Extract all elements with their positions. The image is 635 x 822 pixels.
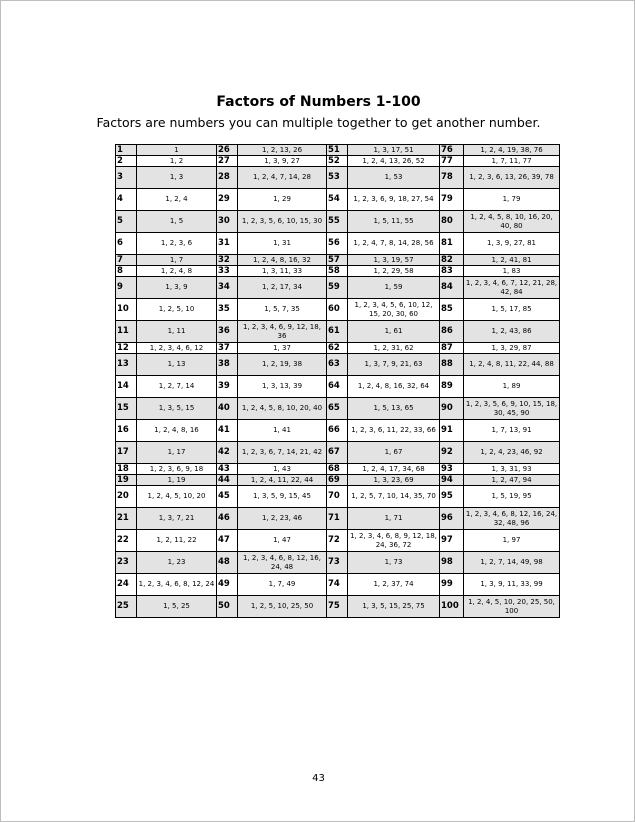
number-cell: 6 [116,233,137,255]
number-cell: 27 [217,156,238,167]
factors-cell: 1, 31 [238,233,327,255]
table-row [116,530,560,552]
table-row [116,167,560,189]
factors-cell: 1, 2, 3, 4, 6, 8, 9, 12, 18, 24, 36, 72 [348,530,440,552]
factors-cell: 1, 2, 3, 6, 13, 26, 39, 78 [464,167,560,189]
number-cell: 29 [217,189,238,211]
number-cell: 32 [217,255,238,266]
factors-cell: 1, 43 [238,464,327,475]
factors-cell: 1, 2, 3, 6 [137,233,217,255]
number-cell: 96 [440,508,464,530]
factors-cell: 1, 2, 4, 8, 11, 22, 44, 88 [464,354,560,376]
number-cell: 45 [217,486,238,508]
number-cell: 95 [440,486,464,508]
factors-cell: 1, 2, 5, 10 [137,299,217,321]
factors-cell: 1, 5, 11, 55 [348,211,440,233]
number-cell: 9 [116,277,137,299]
factors-cell: 1, 2, 3, 4, 6, 8, 12, 24 [137,574,217,596]
number-cell: 65 [327,398,348,420]
factors-cell: 1, 2, 3, 6, 7, 14, 21, 42 [238,442,327,464]
factors-cell: 1, 5, 17, 85 [464,299,560,321]
number-cell: 98 [440,552,464,574]
number-cell: 59 [327,277,348,299]
number-cell: 41 [217,420,238,442]
factors-cell: 1, 53 [348,167,440,189]
number-cell: 85 [440,299,464,321]
factors-cell: 1, 2, 3, 6, 9, 18 [137,464,217,475]
factors-cell: 1, 2, 3, 4, 6, 8, 12, 16, 24, 48 [238,552,327,574]
factors-cell: 1, 2, 4, 8, 16, 32 [238,255,327,266]
table-row [116,376,560,398]
factors-cell: 1, 7, 11, 77 [464,156,560,167]
factors-cell: 1, 7, 49 [238,574,327,596]
number-cell: 33 [217,266,238,277]
factors-cell: 1, 2, 3, 4, 6, 8, 12, 16, 24, 32, 48, 96 [464,508,560,530]
table-row [116,255,560,266]
factors-cell: 1, 23 [137,552,217,574]
number-cell: 62 [327,343,348,354]
factors-cell: 1, 2, 4, 17, 34, 68 [348,464,440,475]
factors-cell: 1, 2, 4, 8 [137,266,217,277]
table-row [116,596,560,618]
factors-cell: 1, 11 [137,321,217,343]
factors-cell: 1, 2, 13, 26 [238,145,327,156]
number-cell: 12 [116,343,137,354]
factors-cell: 1, 2, 17, 34 [238,277,327,299]
factors-cell: 1, 47 [238,530,327,552]
number-cell: 46 [217,508,238,530]
number-cell: 51 [327,145,348,156]
factors-cell: 1, 97 [464,530,560,552]
factors-cell: 1, 2, 5, 7, 10, 14, 35, 70 [348,486,440,508]
factors-cell: 1, 3, 7, 21 [137,508,217,530]
table-row [116,442,560,464]
factors-cell: 1, 2, 4, 5, 8, 10, 16, 20, 40, 80 [464,211,560,233]
table-row [116,508,560,530]
factors-cell: 1, 7 [137,255,217,266]
number-cell: 90 [440,398,464,420]
factors-cell: 1, 3 [137,167,217,189]
number-cell: 35 [217,299,238,321]
factors-cell: 1, 3, 31, 93 [464,464,560,475]
table-row [116,277,560,299]
number-cell: 43 [217,464,238,475]
factors-cell: 1, 3, 9, 27, 81 [464,233,560,255]
page-number: 43 [312,773,325,784]
table-row [116,552,560,574]
number-cell: 100 [440,596,464,618]
number-cell: 93 [440,464,464,475]
factors-cell: 1 [137,145,217,156]
number-cell: 38 [217,354,238,376]
factors-cell: 1, 37 [238,343,327,354]
number-cell: 17 [116,442,137,464]
number-cell: 47 [217,530,238,552]
table-row [116,145,560,156]
number-cell: 88 [440,354,464,376]
table-row [116,420,560,442]
number-cell: 56 [327,233,348,255]
number-cell: 1 [116,145,137,156]
table-row [116,189,560,211]
number-cell: 57 [327,255,348,266]
number-cell: 48 [217,552,238,574]
factors-cell: 1, 3, 11, 33 [238,266,327,277]
factors-cell: 1, 13 [137,354,217,376]
factors-cell: 1, 83 [464,266,560,277]
factors-cell: 1, 5, 25 [137,596,217,618]
factors-cell: 1, 3, 29, 87 [464,343,560,354]
number-cell: 77 [440,156,464,167]
factors-cell: 1, 5, 13, 65 [348,398,440,420]
table-row [116,233,560,255]
factors-cell: 1, 3, 5, 15, 25, 75 [348,596,440,618]
factors-cell: 1, 5 [137,211,217,233]
table-row [116,299,560,321]
factors-cell: 1, 3, 13, 39 [238,376,327,398]
number-cell: 61 [327,321,348,343]
number-cell: 5 [116,211,137,233]
factors-cell: 1, 2, 7, 14, 49, 98 [464,552,560,574]
number-cell: 75 [327,596,348,618]
number-cell: 68 [327,464,348,475]
number-cell: 11 [116,321,137,343]
factors-cell: 1, 2, 4, 8, 16, 32, 64 [348,376,440,398]
factors-cell: 1, 2, 41, 81 [464,255,560,266]
number-cell: 20 [116,486,137,508]
number-cell: 81 [440,233,464,255]
factors-cell: 1, 2, 29, 58 [348,266,440,277]
table-row [116,475,560,486]
factors-cell: 1, 2, 31, 62 [348,343,440,354]
factors-cell: 1, 2, 11, 22 [137,530,217,552]
number-cell: 70 [327,486,348,508]
number-cell: 25 [116,596,137,618]
table-row [116,266,560,277]
number-cell: 69 [327,475,348,486]
factors-cell: 1, 2, 4 [137,189,217,211]
number-cell: 28 [217,167,238,189]
factors-cell: 1, 2, 4, 23, 46, 92 [464,442,560,464]
factors-cell: 1, 3, 23, 69 [348,475,440,486]
number-cell: 53 [327,167,348,189]
number-cell: 83 [440,266,464,277]
number-cell: 24 [116,574,137,596]
number-cell: 23 [116,552,137,574]
number-cell: 99 [440,574,464,596]
number-cell: 66 [327,420,348,442]
page-title: Factors of Numbers 1-100 [216,94,421,110]
factors-cell: 1, 79 [464,189,560,211]
table-row [116,464,560,475]
number-cell: 87 [440,343,464,354]
factors-cell: 1, 2, 3, 4, 6, 7, 12, 21, 28, 42, 84 [464,277,560,299]
factors-cell: 1, 3, 5, 15 [137,398,217,420]
table-row [116,354,560,376]
factors-cell: 1, 3, 7, 9, 21, 63 [348,354,440,376]
number-cell: 39 [217,376,238,398]
number-cell: 44 [217,475,238,486]
factors-cell: 1, 2, 5, 10, 25, 50 [238,596,327,618]
number-cell: 55 [327,211,348,233]
number-cell: 13 [116,354,137,376]
factors-cell: 1, 59 [348,277,440,299]
number-cell: 37 [217,343,238,354]
factors-cell: 1, 2, 19, 38 [238,354,327,376]
factors-cell: 1, 2, 7, 14 [137,376,217,398]
factors-cell: 1, 2, 43, 86 [464,321,560,343]
factors-cell: 1, 3, 9 [137,277,217,299]
table-row [116,211,560,233]
factors-cell: 1, 61 [348,321,440,343]
factors-cell: 1, 2, 3, 6, 11, 22, 33, 66 [348,420,440,442]
factors-cell: 1, 2, 4, 5, 8, 10, 20, 40 [238,398,327,420]
number-cell: 26 [217,145,238,156]
factors-cell: 1, 19 [137,475,217,486]
factors-cell: 1, 3, 19, 57 [348,255,440,266]
number-cell: 58 [327,266,348,277]
number-cell: 92 [440,442,464,464]
factors-cell: 1, 17 [137,442,217,464]
factors-cell: 1, 3, 17, 51 [348,145,440,156]
number-cell: 42 [217,442,238,464]
factors-cell: 1, 2, 47, 94 [464,475,560,486]
number-cell: 34 [217,277,238,299]
number-cell: 49 [217,574,238,596]
number-cell: 50 [217,596,238,618]
factors-table [115,144,560,618]
number-cell: 2 [116,156,137,167]
factors-cell: 1, 2, 3, 4, 6, 12 [137,343,217,354]
number-cell: 80 [440,211,464,233]
factors-cell: 1, 2, 4, 5, 10, 20 [137,486,217,508]
number-cell: 71 [327,508,348,530]
factors-cell: 1, 2, 4, 11, 22, 44 [238,475,327,486]
number-cell: 73 [327,552,348,574]
number-cell: 67 [327,442,348,464]
number-cell: 78 [440,167,464,189]
number-cell: 84 [440,277,464,299]
number-cell: 97 [440,530,464,552]
number-cell: 74 [327,574,348,596]
factors-cell: 1, 29 [238,189,327,211]
factors-cell: 1, 2, 37, 74 [348,574,440,596]
table-row [116,486,560,508]
number-cell: 15 [116,398,137,420]
number-cell: 16 [116,420,137,442]
factors-cell: 1, 89 [464,376,560,398]
number-cell: 82 [440,255,464,266]
table-row [116,574,560,596]
number-cell: 30 [217,211,238,233]
number-cell: 89 [440,376,464,398]
factors-cell: 1, 7, 13, 91 [464,420,560,442]
table-row [116,321,560,343]
number-cell: 60 [327,299,348,321]
number-cell: 19 [116,475,137,486]
number-cell: 22 [116,530,137,552]
factors-cell: 1, 2, 3, 5, 6, 9, 10, 15, 18, 30, 45, 90 [464,398,560,420]
number-cell: 36 [217,321,238,343]
factors-table-body [116,145,560,618]
page-subtitle: Factors are numbers you can multiple together to get another number. [96,115,541,130]
factors-cell: 1, 2 [137,156,217,167]
number-cell: 40 [217,398,238,420]
factors-cell: 1, 73 [348,552,440,574]
factors-cell: 1, 2, 23, 46 [238,508,327,530]
factors-cell: 1, 5, 19, 95 [464,486,560,508]
factors-cell: 1, 67 [348,442,440,464]
factors-cell: 1, 5, 7, 35 [238,299,327,321]
number-cell: 31 [217,233,238,255]
table-row [116,156,560,167]
number-cell: 4 [116,189,137,211]
factors-cell: 1, 3, 5, 9, 15, 45 [238,486,327,508]
number-cell: 72 [327,530,348,552]
factors-cell: 1, 2, 4, 8, 16 [137,420,217,442]
factors-cell: 1, 2, 3, 4, 6, 9, 12, 18, 36 [238,321,327,343]
factors-cell: 1, 2, 4, 5, 10, 20, 25, 50, 100 [464,596,560,618]
factors-cell: 1, 2, 3, 6, 9, 18, 27, 54 [348,189,440,211]
number-cell: 54 [327,189,348,211]
factors-cell: 1, 3, 9, 11, 33, 99 [464,574,560,596]
number-cell: 86 [440,321,464,343]
factors-cell: 1, 2, 4, 19, 38, 76 [464,145,560,156]
factors-cell: 1, 71 [348,508,440,530]
number-cell: 8 [116,266,137,277]
number-cell: 10 [116,299,137,321]
number-cell: 94 [440,475,464,486]
factors-cell: 1, 2, 4, 13, 26, 52 [348,156,440,167]
number-cell: 52 [327,156,348,167]
factors-cell: 1, 41 [238,420,327,442]
number-cell: 63 [327,354,348,376]
number-cell: 91 [440,420,464,442]
factors-cell: 1, 3, 9, 27 [238,156,327,167]
number-cell: 79 [440,189,464,211]
number-cell: 76 [440,145,464,156]
number-cell: 7 [116,255,137,266]
factors-cell: 1, 2, 3, 5, 6, 10, 15, 30 [238,211,327,233]
number-cell: 14 [116,376,137,398]
factors-cell: 1, 2, 3, 4, 5, 6, 10, 12, 15, 20, 30, 60 [348,299,440,321]
number-cell: 64 [327,376,348,398]
factors-cell: 1, 2, 4, 7, 8, 14, 28, 56 [348,233,440,255]
factors-cell: 1, 2, 4, 7, 14, 28 [238,167,327,189]
table-row [116,398,560,420]
number-cell: 3 [116,167,137,189]
number-cell: 18 [116,464,137,475]
table-row [116,343,560,354]
number-cell: 21 [116,508,137,530]
